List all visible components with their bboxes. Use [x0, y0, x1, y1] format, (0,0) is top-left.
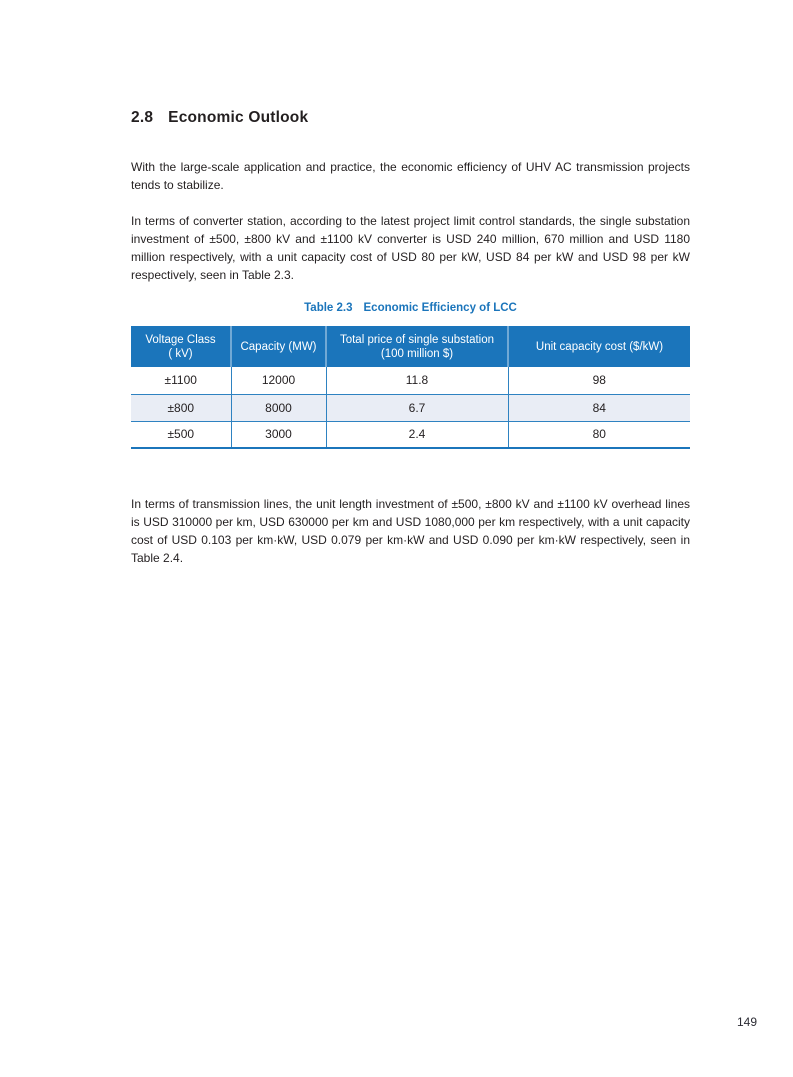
- table-cell: 98: [508, 367, 690, 394]
- table-header-capacity: [231, 326, 326, 367]
- table-cell: ±1100: [131, 367, 231, 394]
- header-line: ( kV): [168, 347, 193, 360]
- table-caption-title: Economic Efficiency of LCC: [363, 302, 517, 314]
- header-line: Total price of single substation: [339, 333, 495, 346]
- economic-efficiency-table: [131, 326, 690, 449]
- header-line: (100 million $): [380, 347, 454, 360]
- header-line: Capacity (MW): [240, 340, 317, 353]
- table-cell: 8000: [231, 394, 326, 421]
- section-number: 2.8: [131, 109, 154, 126]
- header-line: Voltage Class: [145, 333, 216, 346]
- table-cell: 80: [508, 421, 690, 448]
- section-heading: [131, 109, 308, 127]
- table-cell: 6.7: [326, 394, 508, 421]
- table-row: [131, 367, 690, 394]
- table-row: [131, 421, 690, 448]
- table-header-unit-capacity-cost: [508, 326, 690, 367]
- table-caption: [131, 302, 690, 314]
- page-number: 149: [736, 1015, 757, 1029]
- section-title: Economic Outlook: [168, 109, 309, 126]
- table-header-total-price: [326, 326, 508, 367]
- paragraph-intro: With the large-scale application and practice, the economic efficiency of UHV AC transmission projects tends to stabilize.: [131, 160, 690, 192]
- table-caption-label: Table 2.3: [304, 302, 353, 314]
- table-cell: 84: [508, 394, 690, 421]
- table-header-row: [131, 326, 690, 367]
- table-cell: 3000: [231, 421, 326, 448]
- table-cell: 12000: [231, 367, 326, 394]
- table-cell: 2.4: [326, 421, 508, 448]
- table-cell: ±500: [131, 421, 231, 448]
- table-cell: ±800: [131, 394, 231, 421]
- paragraph-converter-station: In terms of converter station, according to the latest project limit control standards, the single substation investment of ±500, ±800 kV and ±1100 kV converter is USD 240 million, 670 million and USD 1180 million respectively, with a unit capacity cost of USD 80 per kW, USD 84 per kW and USD 98 per kW respectively, seen in Table 2.3.: [131, 214, 690, 282]
- header-line: Unit capacity cost ($/kW): [535, 340, 664, 353]
- table-row: [131, 394, 690, 421]
- table-cell: 11.8: [326, 367, 508, 394]
- paragraph-transmission-lines: In terms of transmission lines, the unit length investment of ±500, ±800 kV and ±1100 kV overhead lines is USD 310000 per km, USD 630000 per km and USD 1080,000 per km respectively, with a unit capacity cost of USD 0.103 per km·kW, USD 0.079 per km·kW and USD 0.090 per km·kW respectively, seen in Table 2.4.: [131, 497, 690, 565]
- table-header-voltage-class: [131, 326, 231, 367]
